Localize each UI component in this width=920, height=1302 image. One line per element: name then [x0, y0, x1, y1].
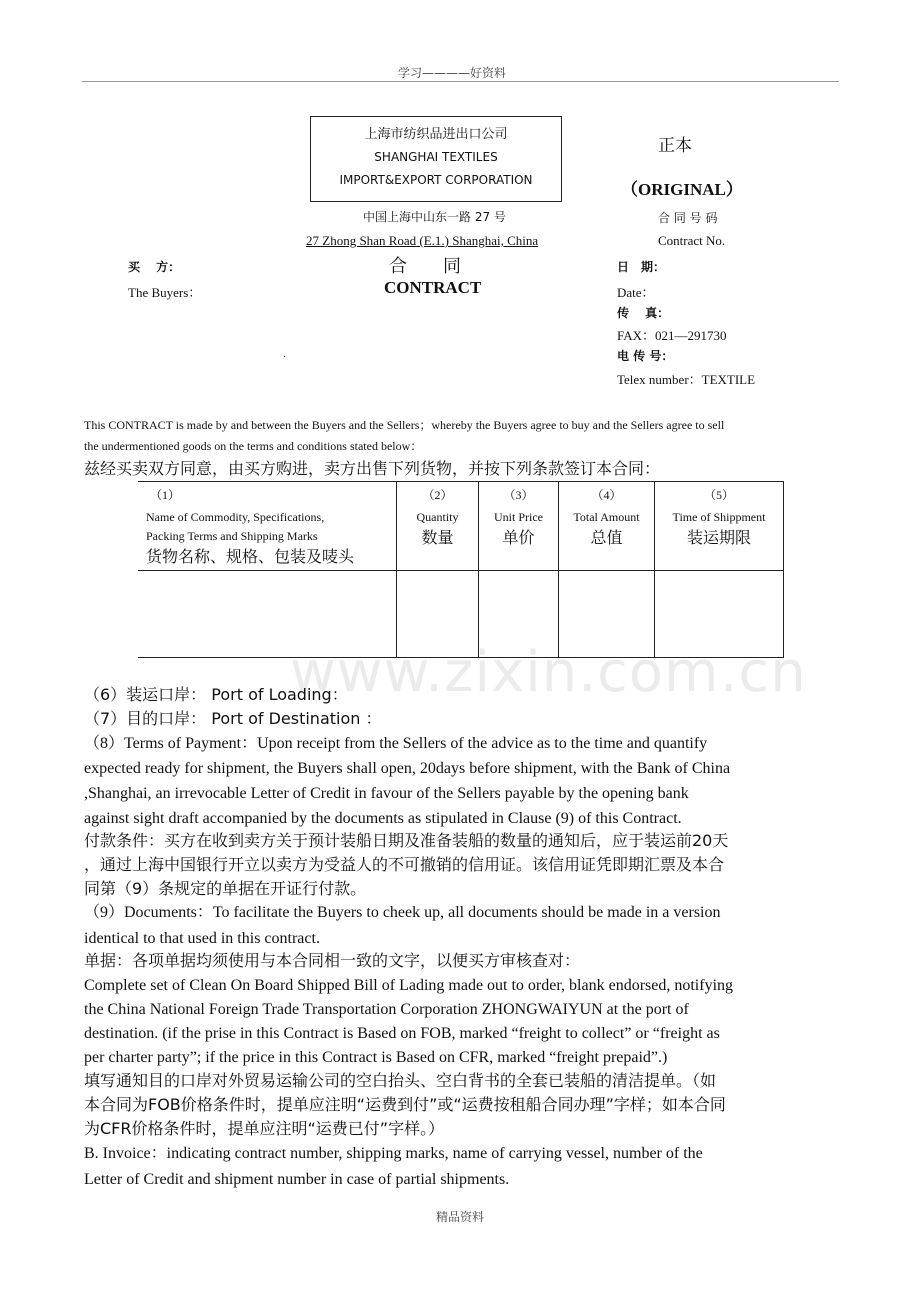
clause-6-port-of-loading: （6）装运口岸： Port of Loading： [84, 685, 348, 704]
column-1-en-line-2: Packing Terms and Shipping Marks [146, 529, 318, 543]
fax-cn: 传 真： [617, 306, 670, 320]
header-rule [82, 81, 839, 82]
contract-no-en: Contract No. [658, 233, 726, 248]
company-en-name-1: SHANGHAI TEXTILES [374, 150, 498, 164]
original-en: （ORIGINAL） [621, 180, 743, 199]
clause-9-cn: 单据：各项单据均须使用与本合同相一致的文字，以便买方审核查对： [84, 951, 581, 970]
clause-8-cn-line-1: 付款条件：买方在收到卖方关于预计装船日期及准备装船的数量的通知后，应于装运前20天 [84, 831, 729, 850]
column-1-en-line-1: Name of Commodity, Specifications, [146, 510, 325, 524]
bill-of-lading-en-line-3: destination. (if the prise in this Contract is Based on FOB, marked “freight to collect” or “freight as [84, 1025, 720, 1042]
column-commodity [138, 482, 397, 571]
clause-8-en-line-3: ,Shanghai, an irrevocable Letter of Credit in favour of the Sellers payable by the opening bank [84, 785, 689, 802]
company-cn-name: 上海市纺织品进出口公司 [364, 127, 508, 142]
page-header: 学习————好资料 [398, 66, 507, 80]
column-4-zh: 总值 [590, 528, 623, 547]
watermark: www.zixin.com.cn [290, 640, 807, 705]
fax-en: FAX：021—291730 [617, 328, 727, 343]
column-shipment-time [655, 482, 784, 571]
clause-9-documents [84, 900, 844, 952]
stray-dot: . [283, 346, 286, 360]
column-2-zh: 数量 [421, 528, 454, 547]
column-1-number: （1） [150, 488, 181, 502]
column-1-zh: 货物名称、规格、包装及唛头 [146, 547, 355, 566]
bill-of-lading-cn [84, 1069, 844, 1141]
invoice-en-line-2: Letter of Credit and shipment number in case of partial shipments. [84, 1171, 510, 1188]
clause-9-en-line-2: identical to that used in this contract. [84, 930, 320, 947]
goods-table-row [138, 571, 784, 658]
column-total-amount [559, 482, 655, 571]
telex-en: Telex number：TEXTILE [617, 372, 756, 387]
goods-table-header-row [138, 482, 784, 571]
cell-commodity [138, 571, 397, 658]
bill-of-lading-en [84, 974, 844, 1070]
column-5-zh: 装运期限 [686, 528, 751, 547]
bill-of-lading-cn-line-1: 填写通知目的口岸对外贸易运输公司的空白抬头、空白背书的全套已装船的清洁提单。（如 [84, 1071, 717, 1090]
column-4-en: Total Amount [573, 510, 640, 524]
buyers-en: The Buyers： [128, 285, 202, 300]
column-2-en: Quantity [416, 510, 459, 524]
bill-of-lading-cn-line-3: 为CFR价格条件时，提单应注明“运费已付”字样。） [84, 1119, 445, 1138]
original-cn: 正本 [658, 136, 692, 156]
invoice-en-line-1: B. Invoice：indicating contract number, shipping marks, name of carrying vessel, number of the [84, 1145, 703, 1162]
clause-9-en-line-1: （9）Documents：To facilitate the Buyers to cheek up, all documents should be made in a version [84, 904, 721, 921]
column-quantity [397, 482, 479, 571]
clause-8-terms-of-payment [84, 731, 844, 831]
column-5-en: Time of Shippment [672, 510, 766, 524]
company-en-name-2: IMPORT&EXPORT CORPORATION [339, 173, 533, 187]
page-footer: 精品资料 [436, 1210, 485, 1224]
company-en-address: 27 Zhong Shan Road (E.1.) Shanghai, China [306, 233, 539, 248]
title-en: CONTRACT [384, 278, 482, 297]
intro-cn: 兹经买卖双方同意，由买方购进，卖方出售下列货物，并按下列条款签订本合同： [84, 459, 661, 478]
bill-of-lading-en-line-2: the China National Foreign Trade Transportation Corporation ZHONGWAIYUN at the port of [84, 1001, 689, 1018]
bill-of-lading-en-line-1: Complete set of Clean On Board Shipped Bill of Lading made out to order, blank endorsed, notifying [84, 977, 734, 994]
column-unit-price [479, 482, 559, 571]
clause-8-en-line-4: against sight draft accompanied by the documents as stipulated in Clause (9) of this Contract. [84, 810, 682, 827]
date-cn: 日 期： [617, 260, 666, 274]
intro-en-line-1: This CONTRACT is made by and between the Buyers and the Sellers；whereby the Buyers agree to buy and the Sellers agree to sell [84, 418, 725, 432]
column-5-number: （5） [703, 488, 734, 502]
column-3-number: （3） [503, 488, 534, 502]
column-4-number: （4） [591, 488, 622, 502]
column-3-zh: 单价 [502, 528, 535, 547]
goods-table [138, 481, 784, 658]
clause-8-en-line-1: （8）Terms of Payment：Upon receipt from the Sellers of the advice as to the time and quantify [84, 735, 708, 752]
telex-cn: 电 传 号： [617, 349, 674, 363]
bill-of-lading-en-line-4: per charter party”; if the price in this Contract is Based on CFR, marked “freight prepaid”.) [84, 1049, 668, 1066]
bill-of-lading-cn-line-2: 本合同为FOB价格条件时，提单应注明“运费到付”或“运费按租船合同办理”字样；如本合同 [84, 1095, 726, 1114]
company-cn-address: 中国上海中山东一路 27 号 [363, 210, 506, 224]
contract-no-cn: 合 同 号 码 [658, 211, 718, 225]
cell-total-amount [559, 571, 655, 658]
clause-7-port-of-destination: （7）目的口岸： Port of Destination ： [84, 709, 382, 728]
clause-8-cn-line-3: 同第（9）条规定的单据在开证行付款。 [84, 879, 367, 898]
column-2-number: （2） [422, 488, 453, 502]
cell-shipment-time [655, 571, 784, 658]
date-en: Date： [617, 285, 655, 300]
clause-8-en-line-2: expected ready for shipment, the Buyers shall open, 20days before shipment, with the Bank of China [84, 760, 731, 777]
cell-unit-price [479, 571, 559, 658]
clause-8-cn [84, 829, 844, 901]
company-logo-box [310, 116, 562, 202]
cell-quantity [397, 571, 479, 658]
title-cn: 合 同 [389, 256, 461, 277]
intro-en-line-2: the undermentioned goods on the terms and conditions stated below： [84, 439, 423, 453]
invoice-clause [84, 1141, 844, 1193]
column-3-en: Unit Price [494, 510, 543, 524]
buyers-cn: 买 方： [128, 260, 181, 274]
clause-8-cn-line-2: ，通过上海中国银行开立以卖方为受益人的不可撤销的信用证。该信用证凭即期汇票及本合 [84, 855, 725, 874]
